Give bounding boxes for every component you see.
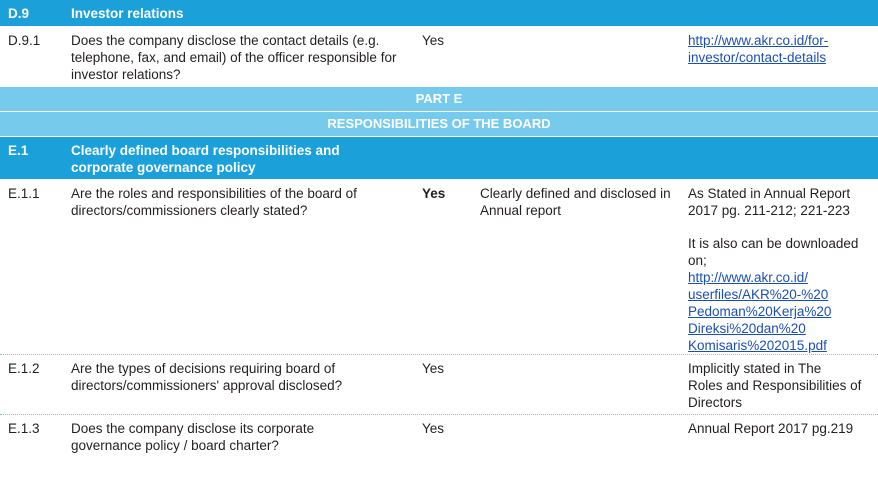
- section-title-line1: Clearly defined board responsibilities and: [71, 143, 340, 158]
- row-code: E.1.2: [8, 361, 40, 376]
- row-code: E.1.3: [8, 421, 40, 436]
- part-label: PART E: [415, 91, 463, 106]
- section-title: [71, 142, 340, 176]
- download-link[interactable]: Pedoman%20Kerja%20: [688, 304, 832, 319]
- section-code: D.9: [8, 6, 30, 21]
- row-reference: [688, 32, 873, 66]
- row-answer: Yes: [422, 186, 446, 201]
- row-code: E.1.1: [8, 186, 40, 201]
- row-divider: [0, 354, 878, 355]
- section-title-line2: corporate governance policy: [71, 160, 256, 175]
- ref-note-line: on;: [688, 253, 707, 268]
- contact-details-link[interactable]: http://www.akr.co.id/for-: [688, 33, 829, 48]
- row-answer: Yes: [422, 33, 445, 48]
- ref-line: Roles and Responsibilities of: [688, 378, 862, 393]
- part-subtitle-band: [0, 112, 878, 137]
- contact-details-link-cont[interactable]: investor/contact-details: [688, 50, 827, 65]
- row-question: Does the company disclose the contact details (e.g. telephone, fax, and email) of the officer responsible for investor relations?: [71, 33, 397, 82]
- row-divider: [0, 414, 878, 415]
- download-link[interactable]: userfiles/AKR%20-%20: [688, 287, 829, 302]
- ref-line: 2017 pg. 211-212; 221-223: [688, 203, 850, 218]
- ref-line: Directors: [688, 395, 743, 410]
- row-reference: [688, 360, 873, 411]
- download-url: [688, 269, 873, 354]
- row-explanation: Clearly defined and disclosed in Annual report: [480, 186, 671, 218]
- ref-line: As Stated in Annual Report: [688, 186, 851, 201]
- section-header-d9: [0, 0, 878, 27]
- row-question: Does the company disclose its corporate governance policy / board charter?: [71, 421, 315, 453]
- row-reference: [688, 185, 873, 219]
- section-title: Investor relations: [71, 6, 184, 21]
- row-answer: Yes: [422, 361, 445, 376]
- part-header: [0, 87, 878, 112]
- download-link[interactable]: Komisaris%202015.pdf: [688, 338, 827, 353]
- row-reference-note: [688, 235, 873, 269]
- ref-note-line: It is also can be downloaded: [688, 236, 859, 251]
- section-code: E.1: [8, 143, 29, 158]
- download-link[interactable]: Direksi%20dan%20: [688, 321, 806, 336]
- ref-line: Implicitly stated in The: [688, 361, 822, 376]
- row-code: D.9.1: [8, 33, 41, 48]
- section-header-e1: [0, 137, 878, 179]
- row-reference: Annual Report 2017 pg.219: [688, 421, 854, 436]
- row-question: Are the types of decisions requiring board of directors/commissioners' approval disclosed?: [71, 361, 343, 393]
- row-question: Are the roles and responsibilities of the board of directors/commissioners clearly stated?: [71, 186, 357, 218]
- download-link[interactable]: http://www.akr.co.id/: [688, 270, 809, 285]
- part-subtitle: RESPONSIBILITIES OF THE BOARD: [327, 116, 551, 131]
- row-answer: Yes: [422, 421, 445, 436]
